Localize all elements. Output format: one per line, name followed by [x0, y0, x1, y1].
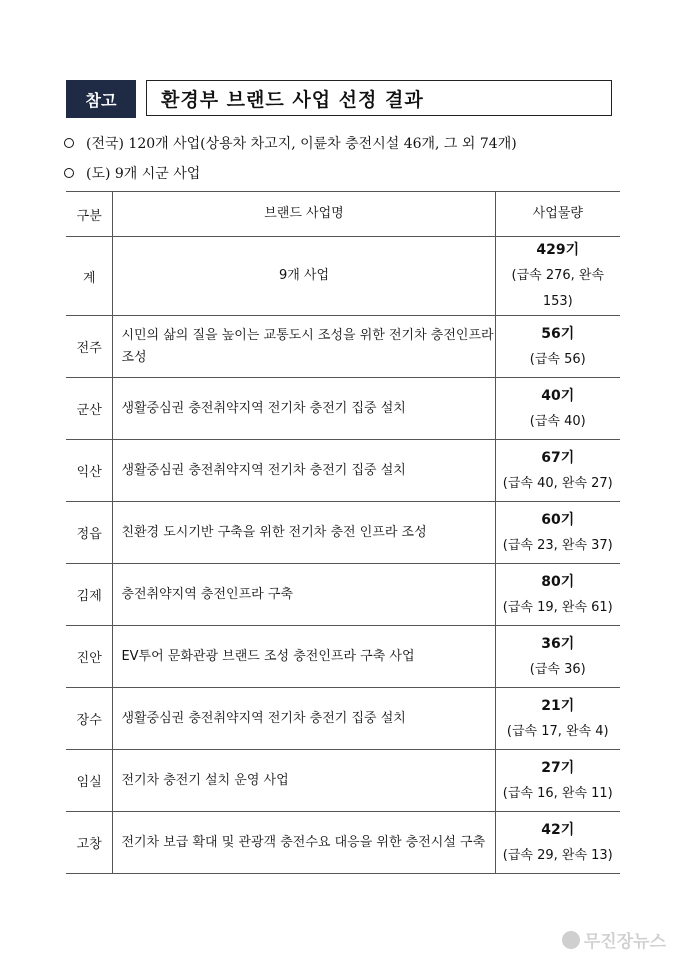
quantity-detail: (급속 56): [529, 351, 586, 367]
bullet-province: [64, 163, 200, 183]
quantity-cell: [495, 502, 620, 564]
quantity-value: 27기: [541, 759, 575, 776]
table-row: [66, 564, 620, 626]
project-cell: 전기차 보급 확대 및 관광객 충전수요 대응을 위한 충전시설 구축: [113, 812, 495, 874]
table-row: [66, 626, 620, 688]
region-cell: 정읍: [66, 502, 113, 564]
table-row: [66, 378, 620, 440]
project-cell: 전기차 충전기 설치 운영 사업: [113, 750, 495, 812]
quantity-value: 80기: [541, 573, 575, 590]
bullet-national: [64, 133, 517, 153]
quantity-cell: [495, 440, 620, 502]
circle-bullet-icon: [64, 168, 74, 178]
quantity-cell: [495, 626, 620, 688]
project-cell: 9개 사업: [113, 237, 495, 316]
region-cell: 김제: [66, 564, 113, 626]
quantity-detail: (급속 19, 완속 61): [502, 599, 613, 615]
region-cell: 군산: [66, 378, 113, 440]
quantity-detail: (급속 40, 완속 27): [502, 475, 613, 491]
results-table: [66, 191, 620, 874]
region-cell: 익산: [66, 440, 113, 502]
quantity-cell: [495, 378, 620, 440]
quantity-detail: (급속 23, 완속 37): [502, 537, 613, 553]
quantity-detail: (급속 40): [529, 413, 586, 429]
quantity-detail: (급속 16, 완속 11): [502, 785, 613, 801]
bullet-text: (도) 9개 시군 사업: [86, 166, 201, 182]
project-cell: 생활중심권 충전취약지역 전기차 충전기 집중 설치: [113, 440, 495, 502]
project-cell: 시민의 삶의 질을 높이는 교통도시 조성을 위한 전기차 충전인프라 조성: [113, 316, 495, 378]
quantity-detail: (급속 36): [529, 661, 586, 677]
quantity-value: 67기: [541, 449, 575, 466]
table-row: [66, 750, 620, 812]
quantity-cell: [495, 812, 620, 874]
region-cell: 장수: [66, 688, 113, 750]
quantity-detail: (급속 17, 완속 4): [506, 723, 609, 739]
region-cell: 전주: [66, 316, 113, 378]
page-title: 환경부 브랜드 사업 선정 결과: [146, 80, 612, 116]
project-cell: 생활중심권 충전취약지역 전기차 충전기 집중 설치: [113, 378, 495, 440]
quantity-cell: [495, 750, 620, 812]
bullet-text: (전국) 120개 사업(상용차 차고지, 이륜차 충전시설 46개, 그 외 74개): [86, 136, 517, 152]
watermark-logo-icon: [562, 931, 580, 949]
watermark-text: 무진장뉴스: [583, 932, 666, 952]
quantity-cell: [495, 237, 620, 316]
reference-tag: 참고: [66, 80, 136, 118]
quantity-value: 36기: [541, 635, 575, 652]
table-header-row: [66, 192, 620, 237]
table-row: [66, 440, 620, 502]
quantity-cell: [495, 316, 620, 378]
table-row: [66, 688, 620, 750]
region-cell: 진안: [66, 626, 113, 688]
table-row: [66, 316, 620, 378]
region-cell: 임실: [66, 750, 113, 812]
title-row: [66, 80, 614, 118]
header-quantity: 사업물량: [495, 192, 620, 237]
table-row: [66, 812, 620, 874]
quantity-cell: [495, 564, 620, 626]
project-cell: 충전취약지역 충전인프라 구축: [113, 564, 495, 626]
region-cell: 고창: [66, 812, 113, 874]
quantity-value: 56기: [541, 325, 575, 342]
quantity-detail: (급속 276, 완속 153): [511, 268, 605, 309]
project-cell: 친환경 도시기반 구축을 위한 전기차 충전 인프라 조성: [113, 502, 495, 564]
quantity-value: 21기: [541, 697, 575, 714]
project-cell: 생활중심권 충전취약지역 전기차 충전기 집중 설치: [113, 688, 495, 750]
quantity-cell: [495, 688, 620, 750]
watermark: [562, 927, 666, 952]
header-project: 브랜드 사업명: [113, 192, 495, 237]
quantity-detail: (급속 29, 완속 13): [502, 847, 613, 863]
region-cell: 계: [66, 237, 113, 316]
project-cell: EV투어 문화관광 브랜드 조성 충전인프라 구축 사업: [113, 626, 495, 688]
table-row: [66, 502, 620, 564]
quantity-value: 429기: [536, 242, 580, 258]
header-region: 구분: [66, 192, 113, 237]
circle-bullet-icon: [64, 138, 74, 148]
quantity-value: 60기: [541, 511, 575, 528]
quantity-value: 42기: [541, 821, 575, 838]
table-row-total: [66, 237, 620, 316]
quantity-value: 40기: [541, 387, 575, 404]
